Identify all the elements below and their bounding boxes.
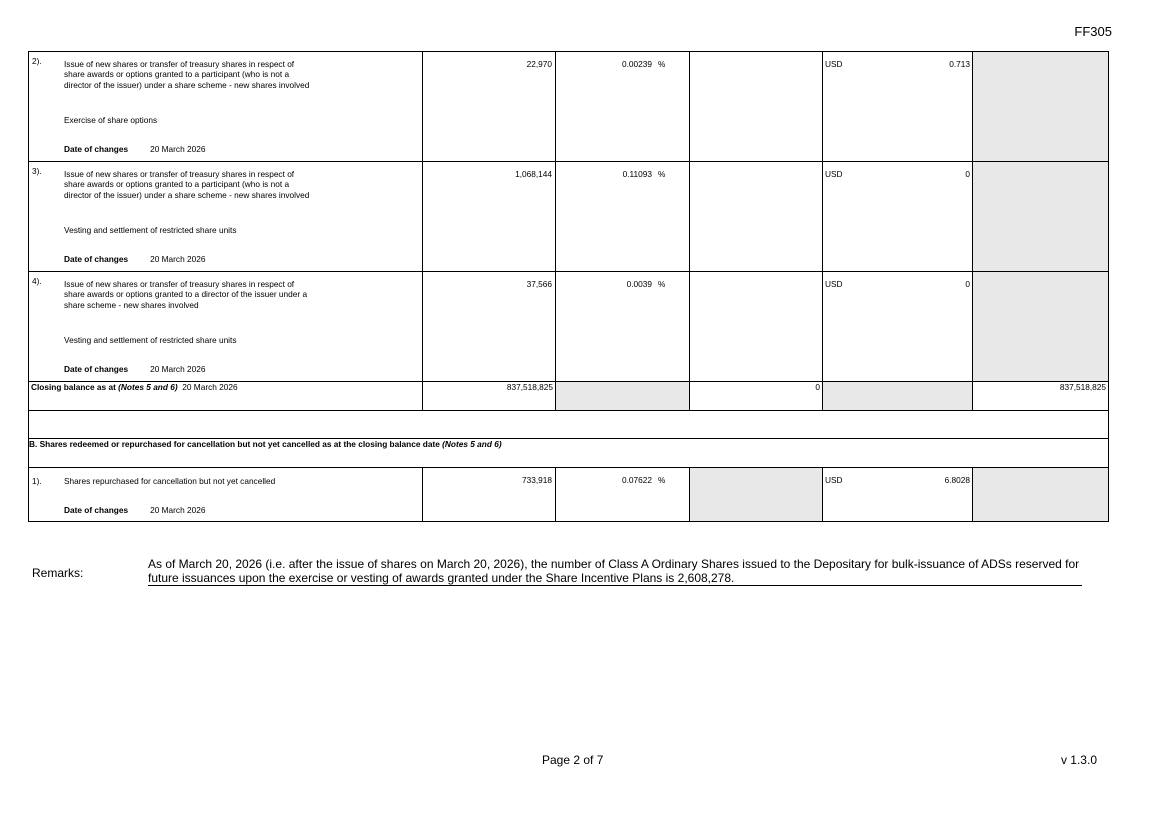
empty-cell <box>690 272 823 382</box>
row-description-text: Shares repurchased for cancellation but not yet cancelled <box>64 476 276 486</box>
closing-balance-row <box>29 382 1109 411</box>
table-row <box>29 162 1109 272</box>
form-code: FF305 <box>1074 24 1112 39</box>
currency: USD <box>825 169 843 179</box>
closing-shares: 837,518,825 <box>423 382 556 411</box>
table-row <box>29 52 1109 162</box>
remarks-text: As of March 20, 2026 (i.e. after the issue of shares on March 20, 2026), the number of Class A Ordinary Shares issued to the Depositary for bulk-issuance of ADSs reserved for future issuances upon the exercise or vesting of awards granted under the Share Incentive Plans is 2,608,278. <box>148 557 1082 586</box>
row-description <box>29 272 422 381</box>
share-changes-table <box>28 51 1109 522</box>
closing-middle-value: 0 <box>690 382 823 411</box>
section-b-title: B. Shares redeemed or repurchased for cancellation but not yet cancelled as at the closing balance date <box>29 439 440 449</box>
price-cell <box>823 52 973 162</box>
table-row <box>29 272 1109 382</box>
shaded-cell <box>690 468 823 522</box>
currency: USD <box>825 59 843 69</box>
price-value: 0.713 <box>949 59 970 69</box>
date-of-changes: Date of changes 20 March 2026 <box>64 364 206 374</box>
section-b-header: B. Shares redeemed or repurchased for cancellation but not yet cancelled as at the closing balance date (Notes 5 and 6) <box>29 439 1109 468</box>
empty-cell <box>690 52 823 162</box>
row-number: 1). <box>32 476 42 486</box>
shares-value: 733,918 <box>423 468 556 522</box>
date-of-changes: Date of changes 20 March 2026 <box>64 144 206 154</box>
percent-value: 0.00239 % <box>556 52 690 162</box>
change-type: Vesting and settlement of restricted share units <box>64 225 237 235</box>
table-row <box>29 468 1109 522</box>
shares-value: 1,068,144 <box>423 162 556 272</box>
shares-value: 37,566 <box>423 272 556 382</box>
empty-cell <box>690 162 823 272</box>
shaded-cell <box>823 382 973 411</box>
row-number: 4). <box>32 276 42 286</box>
page-number: Page 2 of 7 <box>542 753 604 767</box>
change-type: Exercise of share options <box>64 115 158 125</box>
price-value: 6.8028 <box>944 475 970 485</box>
remarks-label: Remarks: <box>32 566 84 580</box>
row-description <box>29 162 422 271</box>
version: v 1.3.0 <box>1060 753 1097 767</box>
row-description-text: Issue of new shares or transfer of treasury shares in respect of share awards or options granted to a participant (who is not a director of the issuer) under a share scheme - new shares involved <box>64 59 310 90</box>
row-description-text: Issue of new shares or transfer of treasury shares in respect of share awards or options granted to a director of the issuer under a share scheme - new shares involved <box>64 279 308 310</box>
shaded-cell <box>556 382 690 411</box>
shaded-cell <box>973 468 1109 522</box>
shares-value: 22,970 <box>423 52 556 162</box>
row-number: 2). <box>32 56 42 66</box>
row-number: 3). <box>32 166 42 176</box>
percent-value: 0.11093 % <box>556 162 690 272</box>
shaded-cell <box>973 272 1109 382</box>
closing-balance-label: Closing balance as at (Notes 5 and 6) 20 March 2026 <box>29 382 423 411</box>
row-description <box>29 52 422 161</box>
row-description <box>29 468 422 521</box>
row-description-text: Issue of new shares or transfer of treasury shares in respect of share awards or options granted to a participant (who is not a director of the issuer) under a share scheme - new shares involved <box>64 169 310 200</box>
currency: USD <box>825 475 843 485</box>
shaded-cell <box>973 52 1109 162</box>
price-value: 0 <box>965 279 970 289</box>
closing-total: 837,518,825 <box>973 382 1109 411</box>
price-cell <box>823 468 973 522</box>
change-type: Vesting and settlement of restricted share units <box>64 335 237 345</box>
percent-value: 0.0039 % <box>556 272 690 382</box>
currency: USD <box>825 279 843 289</box>
date-of-changes: Date of changes 20 March 2026 <box>64 254 206 264</box>
percent-value: 0.07622 % <box>556 468 690 522</box>
date-of-changes: Date of changes 20 March 2026 <box>64 505 206 515</box>
spacer-row <box>29 411 1109 439</box>
price-cell <box>823 162 973 272</box>
price-cell <box>823 272 973 382</box>
shaded-cell <box>973 162 1109 272</box>
price-value: 0 <box>965 169 970 179</box>
